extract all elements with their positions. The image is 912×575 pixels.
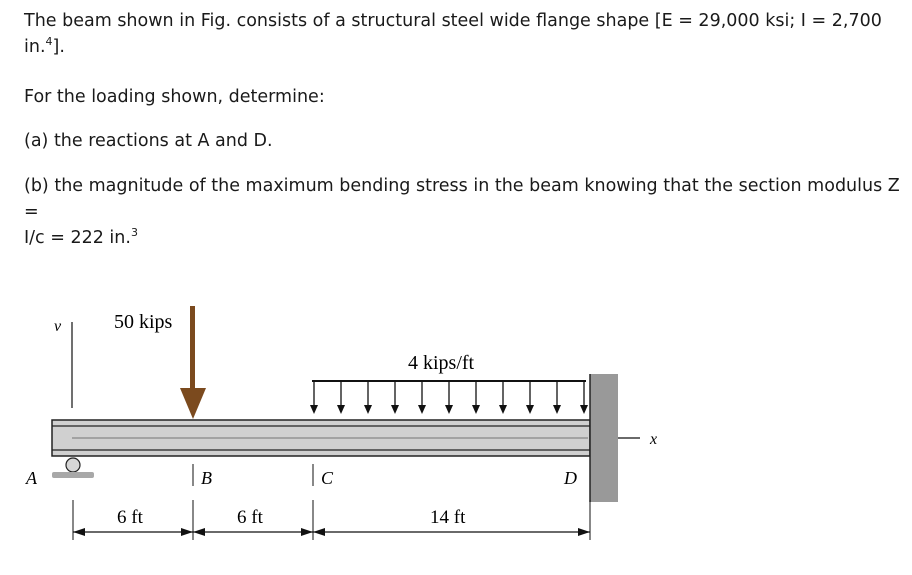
udl-arrow-head [472, 405, 480, 414]
point-a-label: A [26, 468, 37, 488]
point-d-label: D [564, 468, 577, 488]
udl-arrow-head [499, 405, 507, 414]
dim-arrow-c-right [313, 528, 325, 536]
v-axis-label: v [54, 318, 62, 335]
distributed-load-label: 4 kips/ft [408, 352, 475, 374]
point-load-arrow-head [180, 388, 206, 419]
part-a-text: (a) the reactions at A and D. [24, 131, 273, 151]
dim-arrow-b-right [193, 528, 205, 536]
x-axis-label: x [650, 431, 658, 448]
part-b-line-2: I/c = 222 in. [24, 228, 131, 248]
udl-arrow-head [337, 405, 345, 414]
udl-arrow-head [553, 405, 561, 414]
dimension-ab: 6 ft [117, 507, 143, 528]
part-b-exponent: 3 [130, 226, 138, 240]
udl-arrow-head [391, 405, 399, 414]
dim-arrow-c-left [301, 528, 313, 536]
udl-arrow-head [364, 405, 372, 414]
intro-exponent: 4 [45, 35, 53, 49]
point-b-label: B [201, 468, 212, 488]
dim-arrow-b-left [181, 528, 193, 536]
udl-arrow-head [580, 405, 588, 414]
pin-support-base [52, 472, 94, 478]
dim-arrow-d [578, 528, 590, 536]
udl-arrow-head [526, 405, 534, 414]
fixed-wall [590, 374, 618, 502]
part-b-line-1: (b) the magnitude of the maximum bending stress in the beam knowing that the section modulus Z = [24, 176, 900, 222]
udl-arrow-head [445, 405, 453, 414]
udl-arrow-head [418, 405, 426, 414]
dim-arrow-a [73, 528, 85, 536]
intro-line-2: in. [24, 37, 46, 57]
point-load-arrow-shaft [190, 306, 195, 392]
intro-line-1: The beam shown in Fig. consists of a structural steel wide flange shape [E = 29,000 ksi; I = 2,700 [24, 11, 882, 31]
point-c-label: C [321, 468, 334, 488]
prompt-text: For the loading shown, determine: [24, 87, 325, 107]
intro-line-2-end: ]. [52, 37, 65, 57]
dimension-cd: 14 ft [430, 507, 466, 528]
dimension-bc: 6 ft [237, 507, 263, 528]
udl-arrow-head [310, 405, 318, 414]
pin-support-circle [66, 458, 80, 472]
point-load-label: 50 kips [114, 311, 173, 333]
distributed-load-arrows [310, 381, 588, 414]
